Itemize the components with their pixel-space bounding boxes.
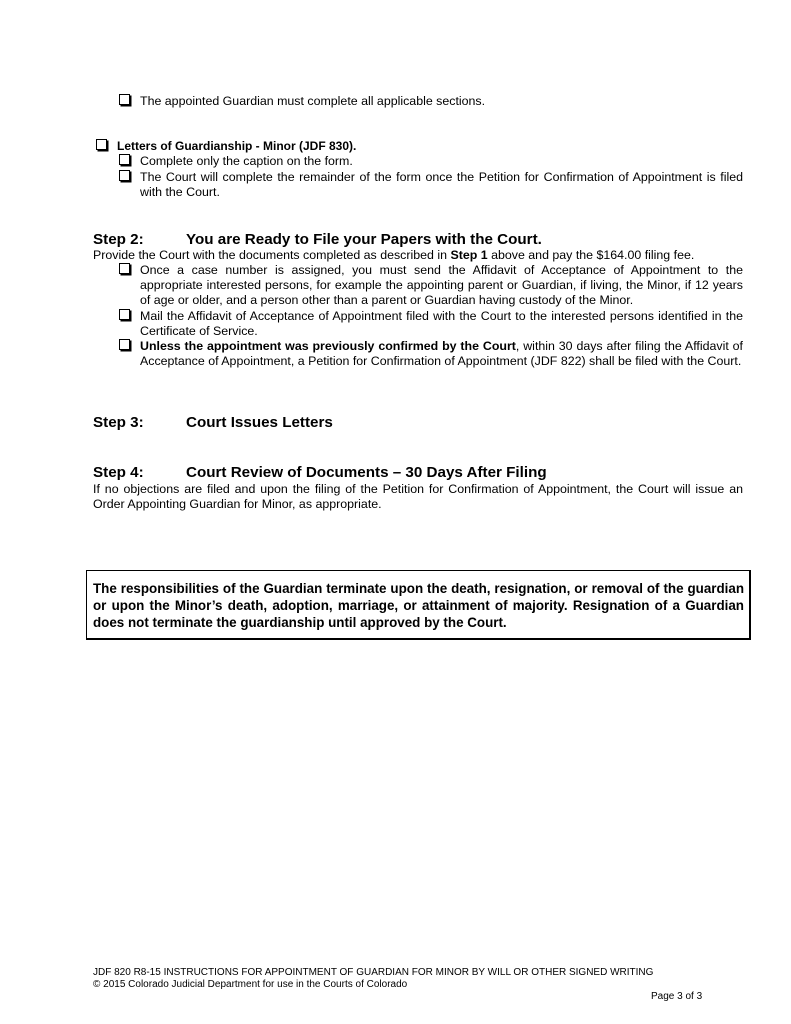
- step2-intro: Provide the Court with the documents completed as described in Step 1 above and pay the $164.00 filing fee.: [93, 248, 695, 262]
- step3-number: Step 3:: [93, 414, 144, 431]
- step4-body: If no objections are filed and upon the filing of the Petition for Confirmation of Appointment, the Court will issue an Order Appointing Guardian for Minor, as appropriate.: [93, 482, 743, 512]
- step2-item-2: Mail the Affidavit of Acceptance of Appointment filed with the Court to the interested persons identified in the Certificate of Service.: [140, 309, 743, 339]
- checkbox-icon: [119, 339, 130, 350]
- checkbox-icon: [96, 139, 107, 150]
- top-item-text: The appointed Guardian must complete all applicable sections.: [140, 94, 486, 108]
- letters-heading: Letters of Guardianship - Minor (JDF 830).: [117, 139, 357, 153]
- step3-title: Court Issues Letters: [186, 414, 333, 431]
- responsibilities-notice-text: The responsibilities of the Guardian terminate upon the death, resignation, or removal of the guardian or upon the Minor’s death, adoption, marriage, or attainment of majority. Resignation of a Guardian does not terminate the guardianship until approved by the Court.: [93, 581, 744, 630]
- footer-copyright: © 2015 Colorado Judicial Department for use in the Courts of Colorado: [93, 979, 408, 990]
- checkbox-icon: [119, 263, 130, 274]
- checkbox-icon: [119, 154, 130, 165]
- footer-page-number: Page 3 of 3: [651, 991, 703, 1002]
- checkbox-icon: [119, 94, 130, 105]
- step4-title: Court Review of Documents – 30 Days After Filing: [186, 464, 547, 481]
- step2-number: Step 2:: [93, 231, 144, 248]
- step4-number: Step 4:: [93, 464, 144, 481]
- letters-item-2: The Court will complete the remainder of the form once the Petition for Confirmation of Appointment is filed with the Court.: [140, 170, 743, 200]
- responsibilities-notice-box: [86, 570, 751, 640]
- step2-item-1: Once a case number is assigned, you must send the Affidavit of Acceptance of Appointment to the appropriate interested persons, for example the appointing parent or Guardian, if living, the Minor, if 12 years of age or older, and a person other than a parent or Guardian having custody of the Minor.: [140, 263, 743, 308]
- footer-form-line: JDF 820 R8-15 INSTRUCTIONS FOR APPOINTMENT OF GUARDIAN FOR MINOR BY WILL OR OTHER SIGNED WRITING: [93, 967, 654, 978]
- step2-title: You are Ready to File your Papers with the Court.: [186, 231, 542, 248]
- checkbox-icon: [119, 170, 130, 181]
- letters-item-1: Complete only the caption on the form.: [140, 154, 353, 168]
- checkbox-icon: [119, 309, 130, 320]
- step2-item-3: Unless the appointment was previously confirmed by the Court, within 30 days after filing the Affidavit of Acceptance of Appointment, a Petition for Confirmation of Appointment (JDF 822) shall be filed with the Court.: [140, 339, 743, 369]
